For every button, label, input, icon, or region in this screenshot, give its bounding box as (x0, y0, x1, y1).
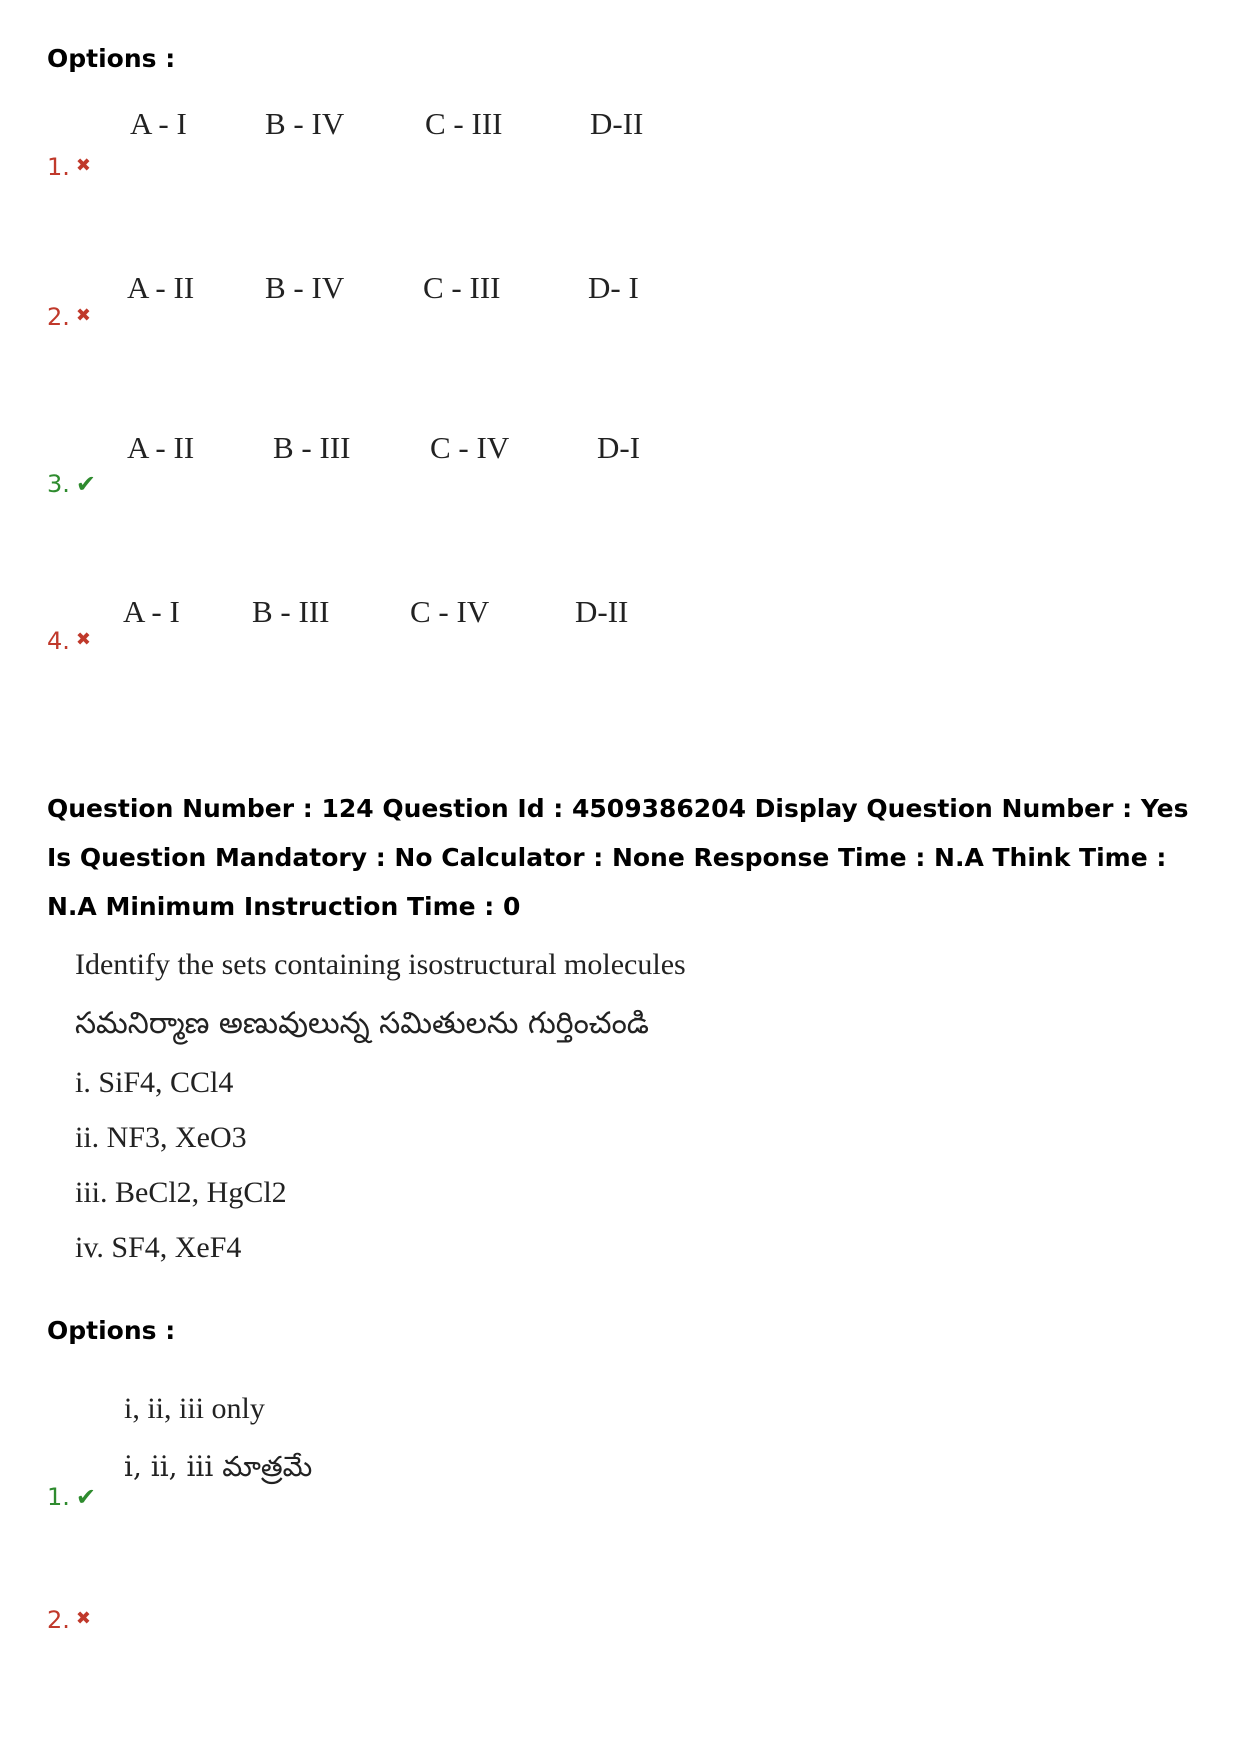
set-item: ii. NF3, XeO3 (75, 1121, 247, 1154)
option-number-label: 1. (47, 1483, 70, 1511)
question-telugu: సమనిర్మాణ అణువులున్న సమితులను గుర్తించండి (75, 1006, 650, 1041)
option-1-item-b: B - IV (265, 106, 345, 141)
option-1-item-c: C - III (425, 106, 503, 141)
cross-icon: ✖ (75, 305, 91, 326)
option-3-match (0, 430, 700, 470)
option-number-label: 3. (47, 470, 70, 498)
answer-1-number (47, 1483, 96, 1511)
option-3-item-b: B - III (273, 430, 351, 465)
option-2-item-a: A - II (127, 270, 195, 305)
option-2-item-b: B - IV (265, 270, 345, 305)
option-number-label: 2. (47, 303, 70, 331)
option-2-match (0, 270, 700, 310)
option-4-number (47, 627, 91, 655)
question-metadata: Question Number : 124 Question Id : 4509386204 Display Question Number : Yes Is Question Mandatory : No Calculator : None Response Time : N.A Think Time : N.A Minimum Instruction Time : 0 (47, 794, 1189, 921)
set-item: iii. BeCl2, HgCl2 (75, 1176, 287, 1209)
question-english: Identify the sets containing isostructural molecules (75, 948, 686, 981)
option-number-label: 2. (47, 1606, 70, 1634)
option-number-label: 4. (47, 627, 70, 655)
checkmark-icon: ✔ (75, 1483, 97, 1511)
checkmark-icon: ✔ (75, 470, 97, 498)
options-heading: Options : (47, 1316, 176, 1345)
option-3-item-a: A - II (127, 430, 195, 465)
option-number-label: 1. (47, 153, 70, 181)
answer-2-number (47, 1606, 91, 1634)
set-item: iv. SF4, XeF4 (75, 1231, 242, 1264)
option-4-item-a: A - I (123, 594, 180, 629)
option-1-number (47, 153, 91, 181)
options-heading: Options : (47, 44, 176, 73)
option-4-item-c: C - IV (410, 594, 490, 629)
option-4-match (0, 594, 700, 634)
cross-icon: ✖ (75, 629, 91, 650)
option-3-item-d: D-I (597, 430, 641, 465)
cross-icon: ✖ (75, 155, 91, 176)
option-2-item-d: D- I (588, 270, 639, 305)
option-1-item-a: A - I (130, 106, 187, 141)
cross-icon: ✖ (75, 1608, 91, 1629)
option-4-item-d: D-II (575, 594, 629, 629)
option-4-item-b: B - III (252, 594, 330, 629)
option-1-item-d: D-II (590, 106, 644, 141)
option-1-match (0, 106, 700, 146)
answer-1-telugu: i, ii, iii మాత్రమే (124, 1450, 313, 1483)
option-2-item-c: C - III (423, 270, 501, 305)
set-item: i. SiF4, CCl4 (75, 1066, 234, 1099)
answer-1-english: i, ii, iii only (124, 1392, 265, 1425)
option-3-item-c: C - IV (430, 430, 510, 465)
option-3-number (47, 470, 96, 498)
option-2-number (47, 303, 91, 331)
